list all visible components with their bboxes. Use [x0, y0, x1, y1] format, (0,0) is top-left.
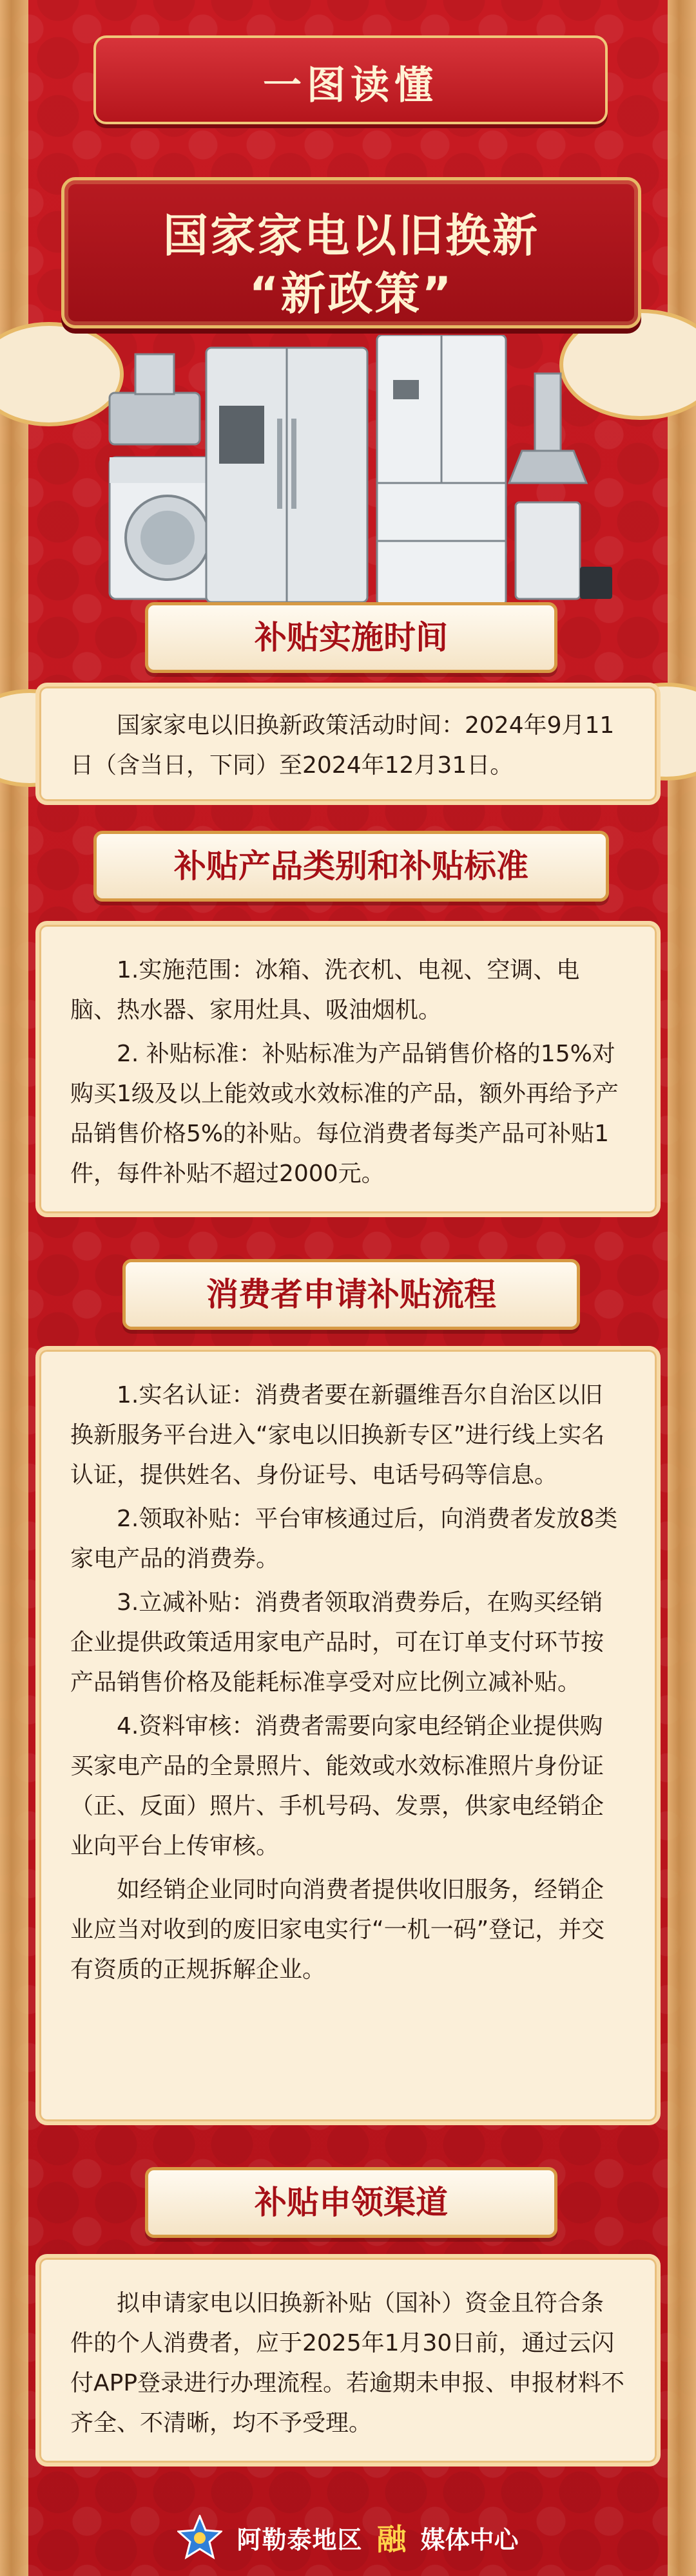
card-channel [35, 2254, 661, 2467]
footer-unit-name: 媒体中心 [420, 2525, 519, 2554]
footer-region-name: 阿勒泰地区 [237, 2525, 363, 2554]
fridge-french-door-icon [377, 335, 506, 605]
card-time [35, 683, 661, 805]
section-header-time [145, 602, 557, 673]
card-paragraph: 2.领取补贴：平台审核通过后，向消费者发放8类家电产品的消费券。 [70, 1506, 618, 1572]
section-heading: 补贴实施时间 [255, 619, 448, 656]
card-paragraph: 1.实名认证：消费者要在新疆维吾尔自治区以旧换新服务平台进入“家电以旧换新专区”进行线上实名认证，提供姓名、身份证号、电话号码等信息。 [70, 1382, 605, 1488]
dishwasher-icon [516, 502, 580, 599]
gas-stove-icon [580, 567, 612, 599]
title-box [61, 177, 641, 328]
card-paragraph: 拟申请家电以旧换新补贴（国补）资金且符合条件的个人消费者，应于2025年1月30日前，通过云闪付APP登录进行办理流程。若逾期未申报、申报材料不齐全、不清晰，均不予受理。 [70, 2290, 625, 2436]
media-center-logo-icon [177, 2515, 222, 2560]
card-process [35, 1346, 661, 2125]
footer [0, 2499, 696, 2576]
section-heading: 补贴产品类别和补贴标准 [174, 848, 528, 885]
card-paragraph: 如经销企业同时向消费者提供收旧服务，经销企业应当对收到的废旧家电实行“一机一码”登记，并交有资质的正规拆解企业。 [70, 1877, 605, 1983]
section-header-categories [93, 831, 609, 902]
title-line-1: 国家家电以旧换新 [163, 209, 539, 262]
appliances-illustration [84, 335, 612, 612]
chimney-hood-icon [509, 374, 586, 483]
section-heading: 补贴申领渠道 [255, 2184, 448, 2221]
section-header-channel [145, 2167, 557, 2238]
card-paragraph: 4.资料审核：消费者需要向家电经销企业提供购买家电产品的全景照片、能效或水效标准照片身份证（正、反面）照片、手机号码、发票，供家电经销企业向平台上传审核。 [70, 1713, 604, 1859]
fridge-side-by-side-icon [206, 348, 367, 602]
top-banner [93, 35, 608, 124]
section-header-process [122, 1259, 580, 1330]
card-paragraph: 3.立减补贴：消费者领取消费券后，在购买经销企业提供政策适用家电产品时，可在订单支付环节按产品销售价格及能耗标准享受对应比例立减补贴。 [70, 1589, 604, 1696]
range-hood-icon [110, 354, 200, 444]
title-line-2: “新政策” [249, 267, 454, 320]
card-paragraph: 国家家电以旧换新政策活动时间：2024年9月11日（含当日，下同）至2024年12月31日。 [70, 712, 615, 779]
card-paragraph: 2. 补贴标准：补贴标准为产品销售价格的15%对购买1级及以上能效或水效标准的产品，额外再给予产品销售价格5%的补贴。每位消费者每类产品可补贴1件，每件补贴不超过2000元。 [70, 1041, 619, 1187]
section-heading: 消费者申请补贴流程 [206, 1276, 496, 1313]
banner-text: 一图读懂 [263, 63, 438, 108]
card-categories [35, 921, 661, 1217]
footer-mark: 融 [376, 2522, 407, 2557]
card-paragraph: 1.实施范围：冰箱、洗衣机、电视、空调、电脑、热水器、家用灶具、吸油烟机。 [70, 957, 580, 1023]
